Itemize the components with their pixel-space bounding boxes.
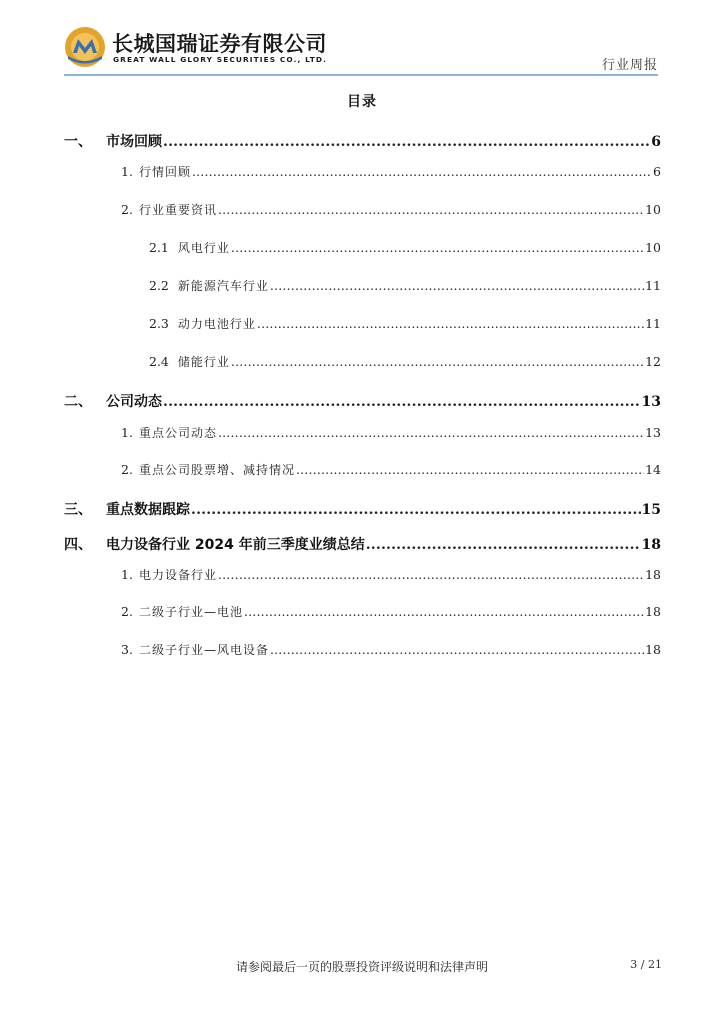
toc-leader-dots: [191, 502, 641, 518]
toc-entry-wind-power[interactable]: [149, 239, 661, 256]
toc-entry-label: 重点数据跟踪: [106, 502, 190, 518]
toc-title: 目录: [347, 94, 377, 110]
toc-entry-number: 2.4: [149, 354, 169, 369]
toc-entry-energy-storage[interactable]: [149, 353, 661, 370]
toc-entry-page: 6: [651, 134, 661, 150]
footer-disclaimer: 请参阅最后一页的股票投资评级说明和法律声明: [235, 960, 488, 974]
toc-leader-dots: [270, 642, 644, 657]
toc-leader-dots: [218, 425, 644, 440]
toc-entry-company-news[interactable]: [64, 391, 661, 411]
toc-entry-label: 行情回顾: [138, 165, 191, 179]
toc-entry-page: 13: [641, 394, 661, 410]
page-indicator: 3 / 21: [630, 958, 662, 971]
toc-entry-market-trends[interactable]: [121, 163, 661, 180]
company-name-cn: 长城国瑞证券有限公司: [112, 32, 327, 56]
toc-entry-number: 2.1: [149, 240, 169, 255]
toc-entry-label: 电力设备行业: [138, 568, 217, 582]
toc-entry-label: 二级子行业—电池: [138, 605, 243, 619]
toc-entry-number: 三、: [64, 502, 92, 518]
toc-entry-number: 1.: [121, 425, 133, 440]
toc-entry-page: 12: [645, 354, 661, 369]
toc-entry-page: 11: [645, 278, 661, 293]
toc-entry-label: 储能行业: [177, 355, 230, 369]
toc-entry-number: 二、: [64, 394, 92, 410]
page-header: [0, 0, 724, 80]
toc-entry-number: 2.: [121, 604, 133, 619]
toc-entry-power-equipment[interactable]: [121, 566, 661, 583]
toc-leader-dots: [218, 567, 644, 582]
toc-entry-earnings-summary[interactable]: [64, 534, 661, 554]
toc-entry-number: 2.3: [149, 316, 169, 331]
toc-entry-label: 重点公司动态: [138, 426, 217, 440]
toc-entry-market-review[interactable]: [64, 131, 661, 151]
toc-entry-page: 18: [645, 642, 661, 657]
toc-entry-number: 2.2: [149, 278, 169, 293]
toc-entry-number: 四、: [64, 537, 92, 553]
toc-entry-label: 公司动态: [106, 394, 162, 410]
toc-leader-dots: [366, 537, 641, 553]
toc-entry-page: 18: [645, 567, 661, 582]
toc-entry-label: 行业重要资讯: [138, 203, 217, 217]
toc-entry-label: 新能源汽车行业: [177, 279, 269, 293]
toc-leader-dots: [257, 316, 644, 331]
toc-entry-label: 电力设备行业 2024 年前三季度业绩总结: [106, 537, 365, 553]
toc-entry-data-tracking[interactable]: [64, 499, 661, 519]
toc-leader-dots: [231, 240, 644, 255]
toc-entry-sub-battery[interactable]: [121, 603, 661, 620]
toc-leader-dots: [296, 462, 644, 477]
toc-entry-new-energy-vehicles[interactable]: [149, 277, 661, 294]
toc-entry-number: 一、: [64, 134, 92, 150]
toc-entry-industry-news[interactable]: [121, 201, 661, 218]
toc-entry-label: 动力电池行业: [177, 317, 256, 331]
toc-entry-power-battery[interactable]: [149, 315, 661, 332]
toc-entry-number: 3.: [121, 642, 133, 657]
toc-leader-dots: [163, 134, 650, 150]
report-type: 行业周报: [601, 58, 658, 73]
toc-entry-page: 13: [645, 425, 661, 440]
toc-entry-page: 6: [653, 164, 661, 179]
toc-entry-number: 2.: [121, 462, 133, 477]
toc-entry-page: 15: [641, 502, 661, 518]
toc-entry-page: 11: [645, 316, 661, 331]
toc-entry-number: 2.: [121, 202, 133, 217]
toc-entry-page: 18: [641, 537, 661, 553]
toc-entry-label: 风电行业: [177, 241, 230, 255]
company-logo-icon: [64, 26, 106, 68]
toc-entry-page: 10: [645, 240, 661, 255]
toc-leader-dots: [244, 604, 644, 619]
toc-entry-label: 重点公司股票增、减持情况: [138, 463, 295, 477]
toc-leader-dots: [270, 278, 644, 293]
toc-leader-dots: [163, 394, 641, 410]
toc-entry-page: 10: [645, 202, 661, 217]
toc-leader-dots: [231, 354, 644, 369]
toc-entry-sub-wind-equipment[interactable]: [121, 641, 661, 658]
toc-entry-page: 18: [645, 604, 661, 619]
header-divider: [64, 74, 658, 76]
company-name-en: GREAT WALL GLORY SECURITIES CO., LTD.: [113, 55, 327, 64]
toc-entry-number: 1.: [121, 164, 133, 179]
toc-entry-shareholding-changes[interactable]: [121, 461, 661, 478]
toc-leader-dots: [218, 202, 644, 217]
toc-entry-page: 14: [645, 462, 661, 477]
toc-entry-number: 1.: [121, 567, 133, 582]
toc-entry-label: 市场回顾: [106, 134, 162, 150]
toc-leader-dots: [192, 164, 652, 179]
toc-entry-label: 二级子行业—风电设备: [138, 643, 269, 657]
toc-entry-key-company-news[interactable]: [121, 424, 661, 441]
